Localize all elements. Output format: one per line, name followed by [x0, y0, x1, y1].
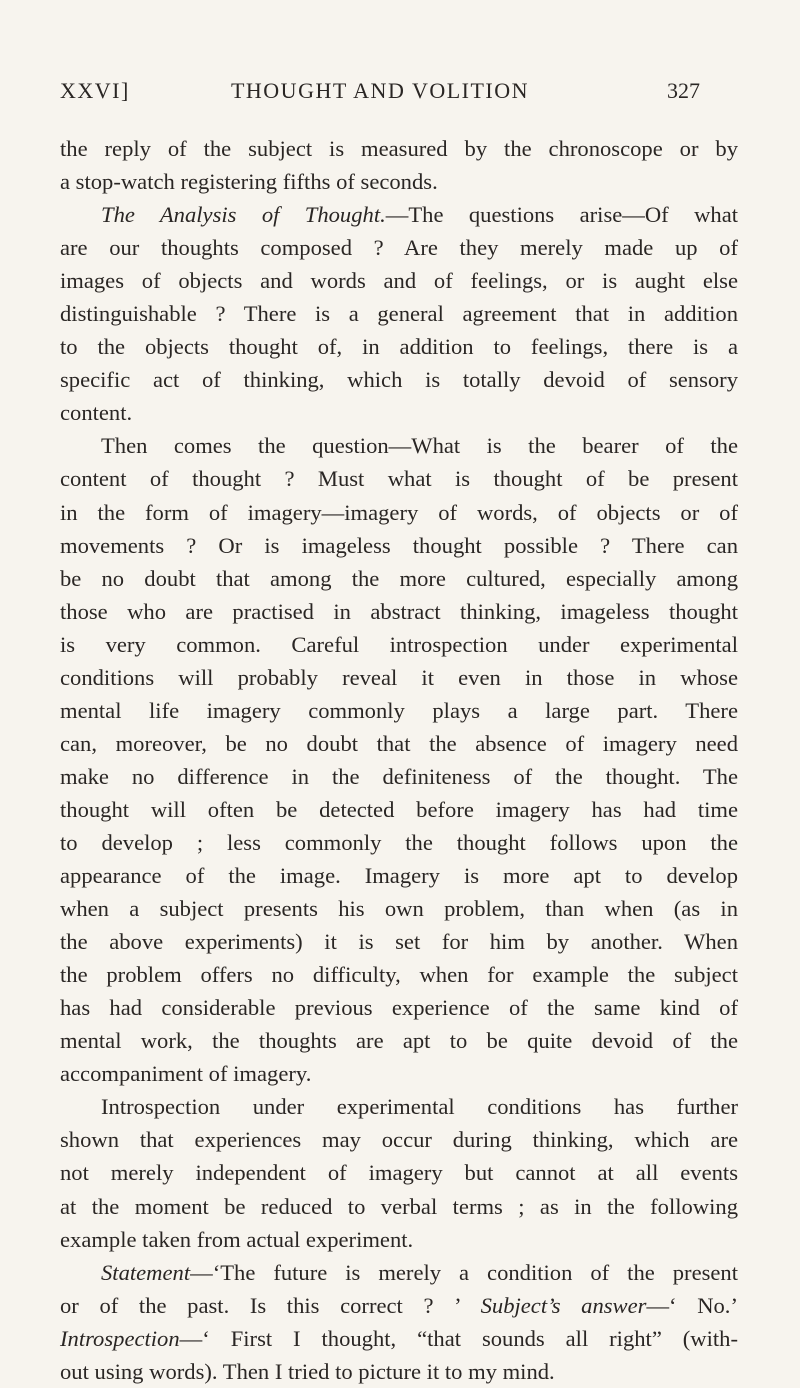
- text-line: [60, 562, 738, 595]
- text-segment: the reply of the subject is measured by the chronoscope or by: [60, 136, 738, 161]
- text-line: [60, 958, 738, 991]
- text-line: [60, 363, 738, 396]
- text-line: [60, 429, 738, 462]
- italic-heading: The Analysis of Thought.: [101, 202, 386, 228]
- text-segment: shown that experiences may occur during thinking, which are: [60, 1127, 738, 1153]
- italic-phrase: Subject’s answer: [480, 1292, 647, 1318]
- text-line: [60, 661, 738, 694]
- text-segment: appearance of the image. Imagery is more apt to develop: [60, 863, 738, 889]
- text-line: [60, 793, 738, 826]
- text-segment: specific act of thinking, which is totally devoid of sensory: [60, 367, 738, 393]
- text-segment: Then comes the question—What is the bearer of the: [101, 433, 738, 459]
- text-line: [60, 396, 738, 429]
- text-segment: mental life imagery commonly plays a large part. There: [60, 697, 738, 723]
- text-segment: when a subject presents his own problem, than when (as in: [60, 896, 738, 922]
- text-line: [60, 1156, 738, 1189]
- text-line: [60, 1289, 738, 1322]
- running-title: THOUGHT AND VOLITION: [230, 78, 530, 103]
- page-number: 327: [667, 78, 700, 103]
- text-segment: to develop ; less commonly the thought follows upon the: [60, 829, 738, 855]
- text-segment: be no doubt that among the more cultured, especially among: [60, 565, 738, 591]
- text-segment: movements ? Or is imageless thought possible ? There can: [60, 532, 738, 558]
- text-line: [60, 1223, 738, 1256]
- text-line: [60, 892, 738, 925]
- text-line: [60, 628, 738, 661]
- text-segment: make no difference in the definiteness of the thought. The: [60, 763, 738, 789]
- text-segment: the above experiments) it is set for him by another. When: [60, 929, 738, 955]
- text-segment: thought will often be detected before imagery has had time: [60, 796, 738, 822]
- text-line: [60, 330, 738, 363]
- text-segment: is very common. Careful introspection under experimental: [60, 631, 738, 657]
- text-segment: —‘ First I thought, “that sounds all right” (with-: [179, 1325, 738, 1351]
- text-line: [60, 529, 738, 562]
- text-line: [60, 595, 738, 628]
- text-segment: to the objects thought of, in addition to feelings, there is a: [60, 334, 738, 360]
- text-line: [60, 1090, 738, 1123]
- italic-heading: Statement: [101, 1259, 191, 1285]
- text-line: [60, 165, 738, 198]
- text-line: [60, 925, 738, 958]
- text-line: [60, 694, 738, 727]
- text-line: [60, 132, 738, 165]
- text-segment: those who are practised in abstract thinking, imageless thought: [60, 598, 738, 624]
- text-line: [60, 826, 738, 859]
- text-segment: can, moreover, be no doubt that the absence of imagery need: [60, 730, 738, 756]
- text-segment: example taken from actual experiment.: [60, 1226, 414, 1252]
- text-segment: distinguishable ? There is a general agreement that in addition: [60, 301, 738, 327]
- text-segment: out using words). Then I tried to picture it to my mind.: [60, 1358, 555, 1384]
- text-line: [60, 231, 738, 264]
- text-line: [60, 1355, 738, 1388]
- text-segment: —‘The future is merely a condition of the present: [190, 1259, 738, 1285]
- text-line: [60, 496, 738, 529]
- text-segment: Introspection under experimental conditions has further: [101, 1094, 738, 1120]
- body-text: [60, 132, 738, 1388]
- text-segment: conditions will probably reveal it even in those in whose: [60, 664, 738, 690]
- text-segment: —The questions arise—Of what: [385, 202, 739, 228]
- text-line: [60, 1123, 738, 1156]
- text-line: [60, 1057, 738, 1090]
- text-line: [60, 1190, 738, 1223]
- text-line: [60, 462, 738, 495]
- text-segment: the problem offers no difficulty, when for example the subject: [60, 962, 738, 988]
- text-line: [60, 727, 738, 760]
- italic-heading: Introspection: [60, 1325, 180, 1351]
- text-segment: accompaniment of imagery.: [60, 1061, 312, 1087]
- text-line: [60, 760, 738, 793]
- text-segment: content.: [60, 400, 133, 426]
- chapter-number: XXVI]: [60, 78, 130, 103]
- text-segment: mental work, the thoughts are apt to be quite devoid of the: [60, 1028, 738, 1054]
- text-segment: are our thoughts composed ? Are they merely made up of: [60, 235, 738, 261]
- text-line: [60, 991, 738, 1024]
- text-segment: a stop-watch registering fifths of seconds.: [60, 169, 438, 195]
- text-segment: not merely independent of imagery but cannot at all events: [60, 1160, 738, 1186]
- running-header: [60, 78, 700, 110]
- text-line: [60, 297, 738, 330]
- text-line: [60, 1024, 738, 1057]
- text-segment: at the moment be reduced to verbal terms ; as in the following: [60, 1193, 738, 1219]
- text-segment: or of the past. Is this correct ? ’: [60, 1292, 481, 1318]
- text-segment: images of objects and words and of feelings, or is aught else: [60, 268, 738, 294]
- text-segment: —‘ No.’: [646, 1292, 738, 1318]
- text-line: [60, 1322, 738, 1355]
- text-segment: in the form of imagery—imagery of words, of objects or of: [60, 499, 738, 525]
- text-line: [60, 264, 738, 297]
- text-segment: has had considerable previous experience of the same kind of: [60, 995, 738, 1021]
- text-line: [60, 859, 738, 892]
- text-line: [60, 198, 738, 231]
- text-line: [60, 1256, 738, 1289]
- text-segment: content of thought ? Must what is thought of be present: [60, 466, 738, 492]
